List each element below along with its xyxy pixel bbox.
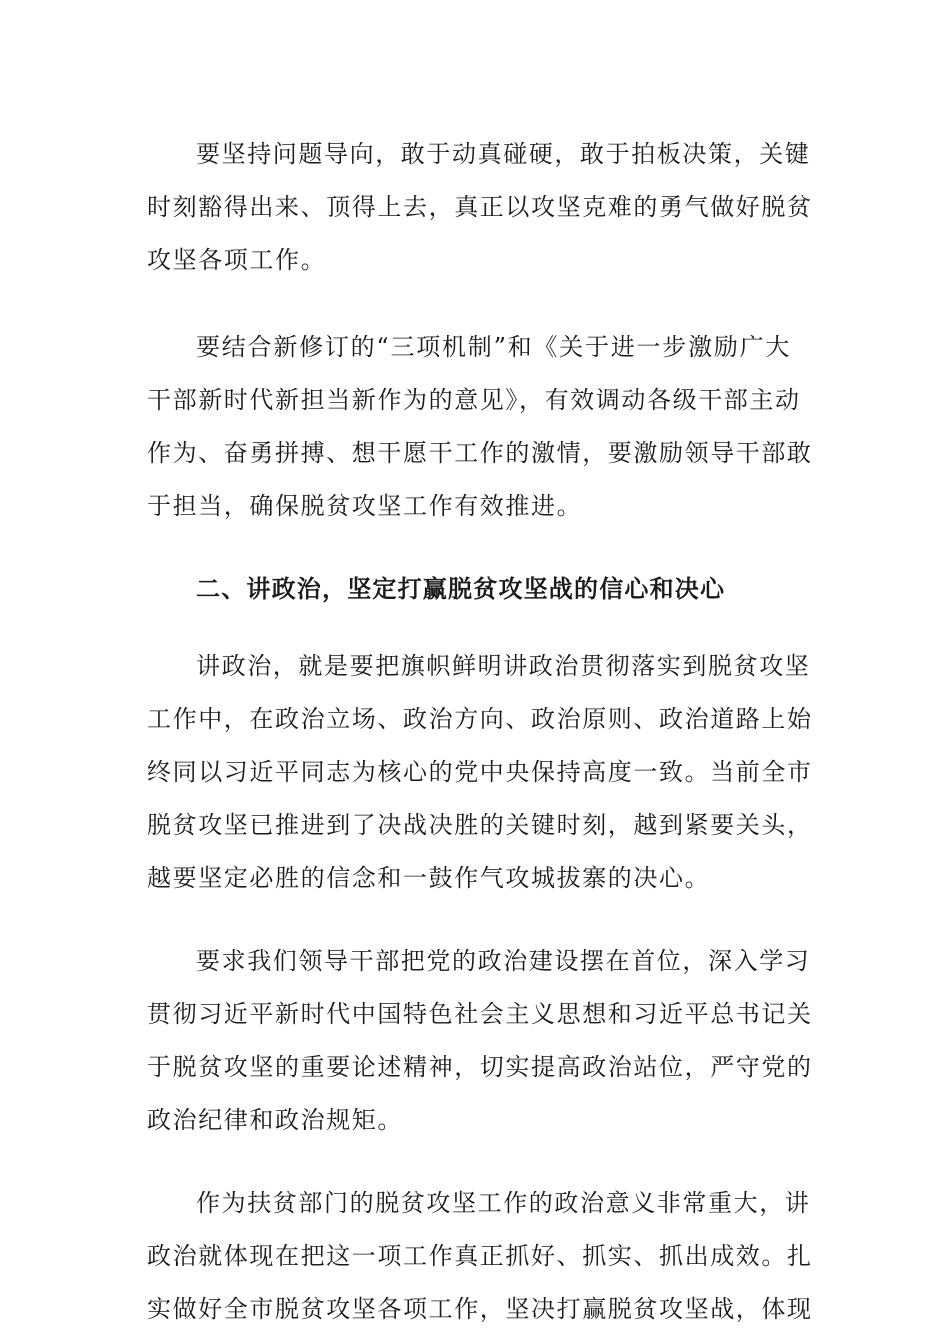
text-line: 贯彻习近平新时代中国特色社会主义思想和习近平总书记关 bbox=[147, 1000, 813, 1028]
text-line: 越要坚定必胜的信念和一鼓作气攻城拔寨的决心。 bbox=[147, 864, 711, 892]
text-line: 要求我们领导干部把党的政治建设摆在首位，深入学习 bbox=[196, 947, 811, 975]
text-line: 政治就体现在把这一项工作真正抓好、抓实、抓出成效。扎 bbox=[147, 1242, 813, 1270]
text-line: 作为扶贫部门的脱贫攻坚工作的政治意义非常重大，讲 bbox=[196, 1189, 811, 1217]
text-line: 实做好全市脱贫攻坚各项工作，坚决打赢脱贫攻坚战，体现 bbox=[147, 1295, 813, 1323]
paragraph-poverty-department bbox=[147, 1177, 813, 1336]
heading-text: 二、讲政治，坚定打赢脱贫攻坚战的信心和决心 bbox=[196, 575, 726, 603]
text-line: 干部新时代新担当新作为的意见》，有效调动各级干部主动 bbox=[147, 386, 801, 414]
text-line: 政治纪律和政治规矩。 bbox=[147, 1106, 403, 1134]
paragraph-three-mechanisms bbox=[147, 321, 813, 533]
paragraph-problem-orientation bbox=[147, 128, 813, 287]
text-line: 作为、奋勇拼搏、想干愿干工作的激情，要激励领导干部敢 bbox=[147, 439, 813, 467]
text-line: 时刻豁得出来、顶得上去，真正以攻坚克难的勇气做好脱贫 bbox=[147, 193, 813, 221]
text-line: 要坚持问题导向，敢于动真碰硬，敢于拍板决策，关键 bbox=[196, 140, 811, 168]
text-line: 攻坚各项工作。 bbox=[147, 246, 327, 274]
text-line: 工作中，在政治立场、政治方向、政治原则、政治道路上始 bbox=[147, 705, 813, 733]
document-body bbox=[147, 128, 813, 1336]
text-line: 终同以习近平同志为核心的党中央保持高度一致。当前全市 bbox=[147, 758, 813, 786]
section-heading bbox=[147, 563, 791, 616]
paragraph-politics bbox=[147, 640, 813, 905]
text-line: 脱贫攻坚已推进到了决战决胜的关键时刻，越到紧要关头， bbox=[147, 811, 813, 839]
text-line: 于担当，确保脱贫攻坚工作有效推进。 bbox=[147, 492, 583, 520]
text-line: 讲政治，就是要把旗帜鲜明讲政治贯彻落实到脱贫攻坚 bbox=[196, 652, 811, 680]
text-line: 要结合新修订的“三项机制”和《关于进一步激励广大 bbox=[196, 333, 791, 361]
text-line: 于脱贫攻坚的重要论述精神，切实提高政治站位，严守党的 bbox=[147, 1053, 813, 1081]
paragraph-political-building bbox=[147, 935, 813, 1147]
